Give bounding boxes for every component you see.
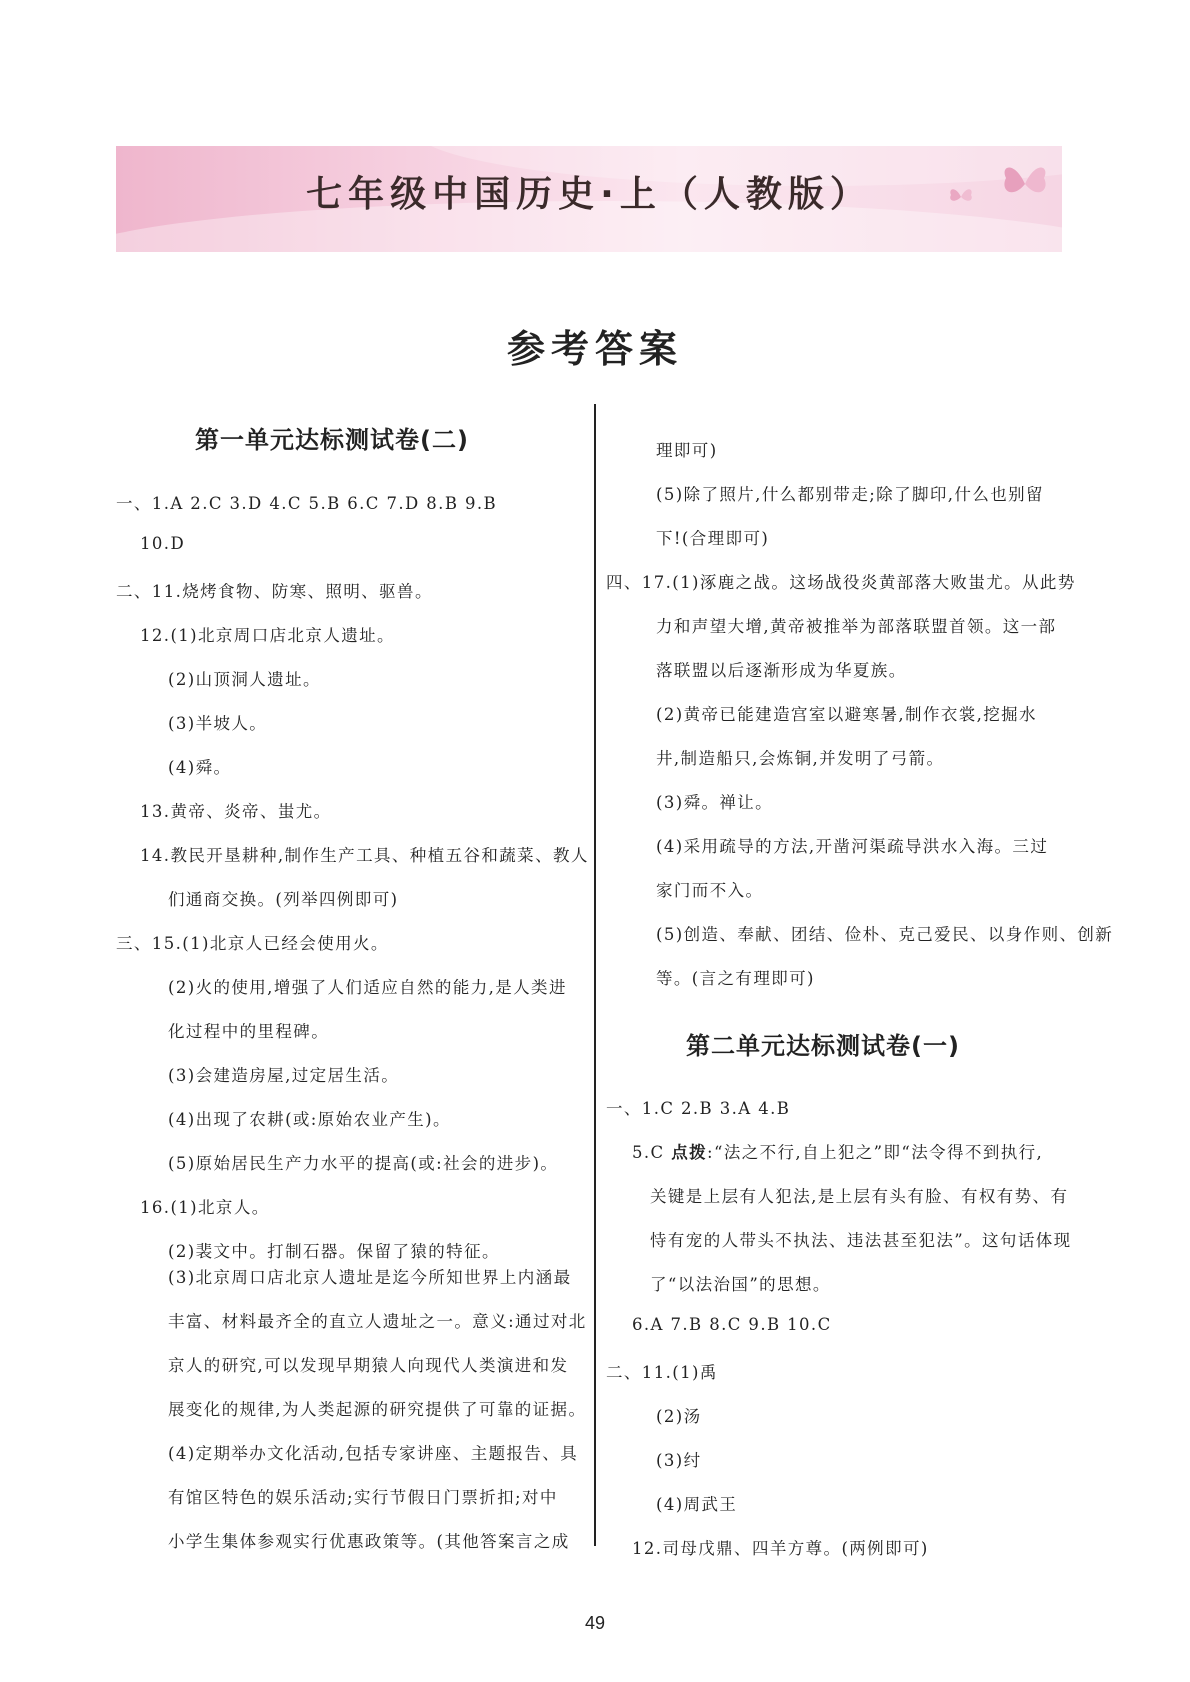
answer-line: (4)出现了农耕(或:原始农业产生)。 — [168, 1110, 451, 1129]
answer-line: 12.司母戊鼎、四羊方尊。(两例即可) — [632, 1539, 929, 1558]
answer-line: (5)原始居民生产力水平的提高(或:社会的进步)。 — [168, 1154, 559, 1173]
answer-line: (3)舜。禅让。 — [656, 793, 774, 812]
answer-line: 落联盟以后逐渐形成为华夏族。 — [656, 661, 907, 680]
answer-line: (2)黄帝已能建造宫室以避寒暑,制作衣裳,挖掘水 — [656, 705, 1037, 724]
answer-line: (2)裴文中。打制石器。保留了猿的特征。 — [168, 1242, 500, 1261]
answer-line: (4)定期举办文化活动,包括专家讲座、主题报告、具 — [168, 1444, 579, 1463]
butterfly-icon — [1000, 160, 1050, 212]
answer-line: 关键是上层有人犯法,是上层有头有脸、有权有势、有 — [650, 1187, 1069, 1206]
answer-line: 等。(言之有理即可) — [656, 969, 815, 988]
answer-line: (5)创造、奉献、团结、俭朴、克己爱民、以身作则、创新 — [656, 925, 1114, 944]
answer-line: 二、11.烧烤食物、防寒、照明、驱兽。 — [116, 582, 433, 601]
answer-line: 一、1.C 2.B 3.A 4.B — [606, 1099, 791, 1118]
header-banner — [116, 146, 1062, 252]
answer-line: (3)会建造房屋,过定居生活。 — [168, 1066, 400, 1085]
answer-line: (4)采用疏导的方法,开凿河渠疏导洪水入海。三过 — [656, 837, 1049, 856]
answer-line: 一、1.A 2.C 3.D 4.C 5.B 6.C 7.D 8.B 9.B — [116, 494, 498, 513]
answer-line: 了“以法治国”的思想。 — [650, 1275, 831, 1294]
answer-line: 们通商交换。(列举四例即可) — [168, 890, 399, 909]
answer-line-with-tip — [632, 1139, 1043, 1163]
answer-line: (4)周武王 — [656, 1495, 738, 1514]
butterfly-icon — [948, 186, 974, 213]
answer-line: 10.D — [140, 534, 186, 553]
answer-line: 14.教民开垦耕种,制作生产工具、种植五谷和蔬菜、教人 — [140, 846, 589, 865]
answer-line: 下!(合理即可) — [656, 529, 770, 548]
section-title: 第一单元达标测试卷(二) — [195, 426, 469, 454]
tip-text: :“法之不行,自上犯之”即“法令得不到执行, — [707, 1143, 1044, 1162]
answer-line: 理即可) — [656, 441, 718, 460]
answer-line: (2)汤 — [656, 1407, 702, 1426]
answer-line: (5)除了照片,什么都别带走;除了脚印,什么也别留 — [656, 485, 1044, 504]
answer-line: 展变化的规律,为人类起源的研究提供了可靠的证据。 — [168, 1400, 587, 1419]
answer-line: (3)北京周口店北京人遗址是迄今所知世界上内涵最 — [168, 1268, 572, 1287]
answer-line: 力和声望大增,黄帝被推举为部落联盟首领。这一部 — [656, 617, 1057, 636]
answer-line: (4)舜。 — [168, 758, 232, 777]
answer-line: 丰富、材料最齐全的直立人遗址之一。意义:通过对北 — [168, 1312, 587, 1331]
question-number: 5.C — [632, 1143, 672, 1162]
section-title: 第二单元达标测试卷(一) — [686, 1032, 960, 1060]
answer-line: 13.黄帝、炎帝、蚩尤。 — [140, 802, 332, 821]
answer-line: 小学生集体参观实行优惠政策等。(其他答案言之成 — [168, 1532, 570, 1551]
page-number: 49 — [584, 1613, 606, 1633]
answer-line: 二、11.(1)禹 — [606, 1363, 718, 1382]
answer-line: 井,制造船只,会炼铜,并发明了弓箭。 — [656, 749, 945, 768]
answer-line: (2)火的使用,增强了人们适应自然的能力,是人类进 — [168, 978, 567, 997]
tip-keyword: 点拨 — [671, 1143, 708, 1162]
answer-line: 家门而不入。 — [656, 881, 764, 900]
page-title: 参考答案 — [506, 327, 683, 371]
answer-line: 化过程中的里程碑。 — [168, 1022, 330, 1041]
answer-line: 四、17.(1)涿鹿之战。这场战役炎黄部落大败蚩尤。从此势 — [606, 573, 1076, 592]
answer-line: 有馆区特色的娱乐活动;实行节假日门票折扣;对中 — [168, 1488, 558, 1507]
answer-line: (2)山顶洞人遗址。 — [168, 670, 321, 689]
answer-line: 16.(1)北京人。 — [140, 1198, 270, 1217]
column-divider — [594, 404, 596, 1546]
answer-line: 6.A 7.B 8.C 9.B 10.C — [632, 1315, 832, 1334]
answer-line: (3)半坡人。 — [168, 714, 268, 733]
answer-line: 12.(1)北京周口店北京人遗址。 — [140, 626, 395, 645]
answer-line: 京人的研究,可以发现早期猿人向现代人类演进和发 — [168, 1356, 569, 1375]
answer-line: 恃有宠的人带头不执法、违法甚至犯法”。这句话体现 — [650, 1231, 1072, 1250]
answer-line: (3)纣 — [656, 1451, 702, 1470]
book-title: 七年级中国历史·上（人教版） — [306, 174, 872, 215]
answer-line: 三、15.(1)北京人已经会使用火。 — [116, 934, 389, 953]
